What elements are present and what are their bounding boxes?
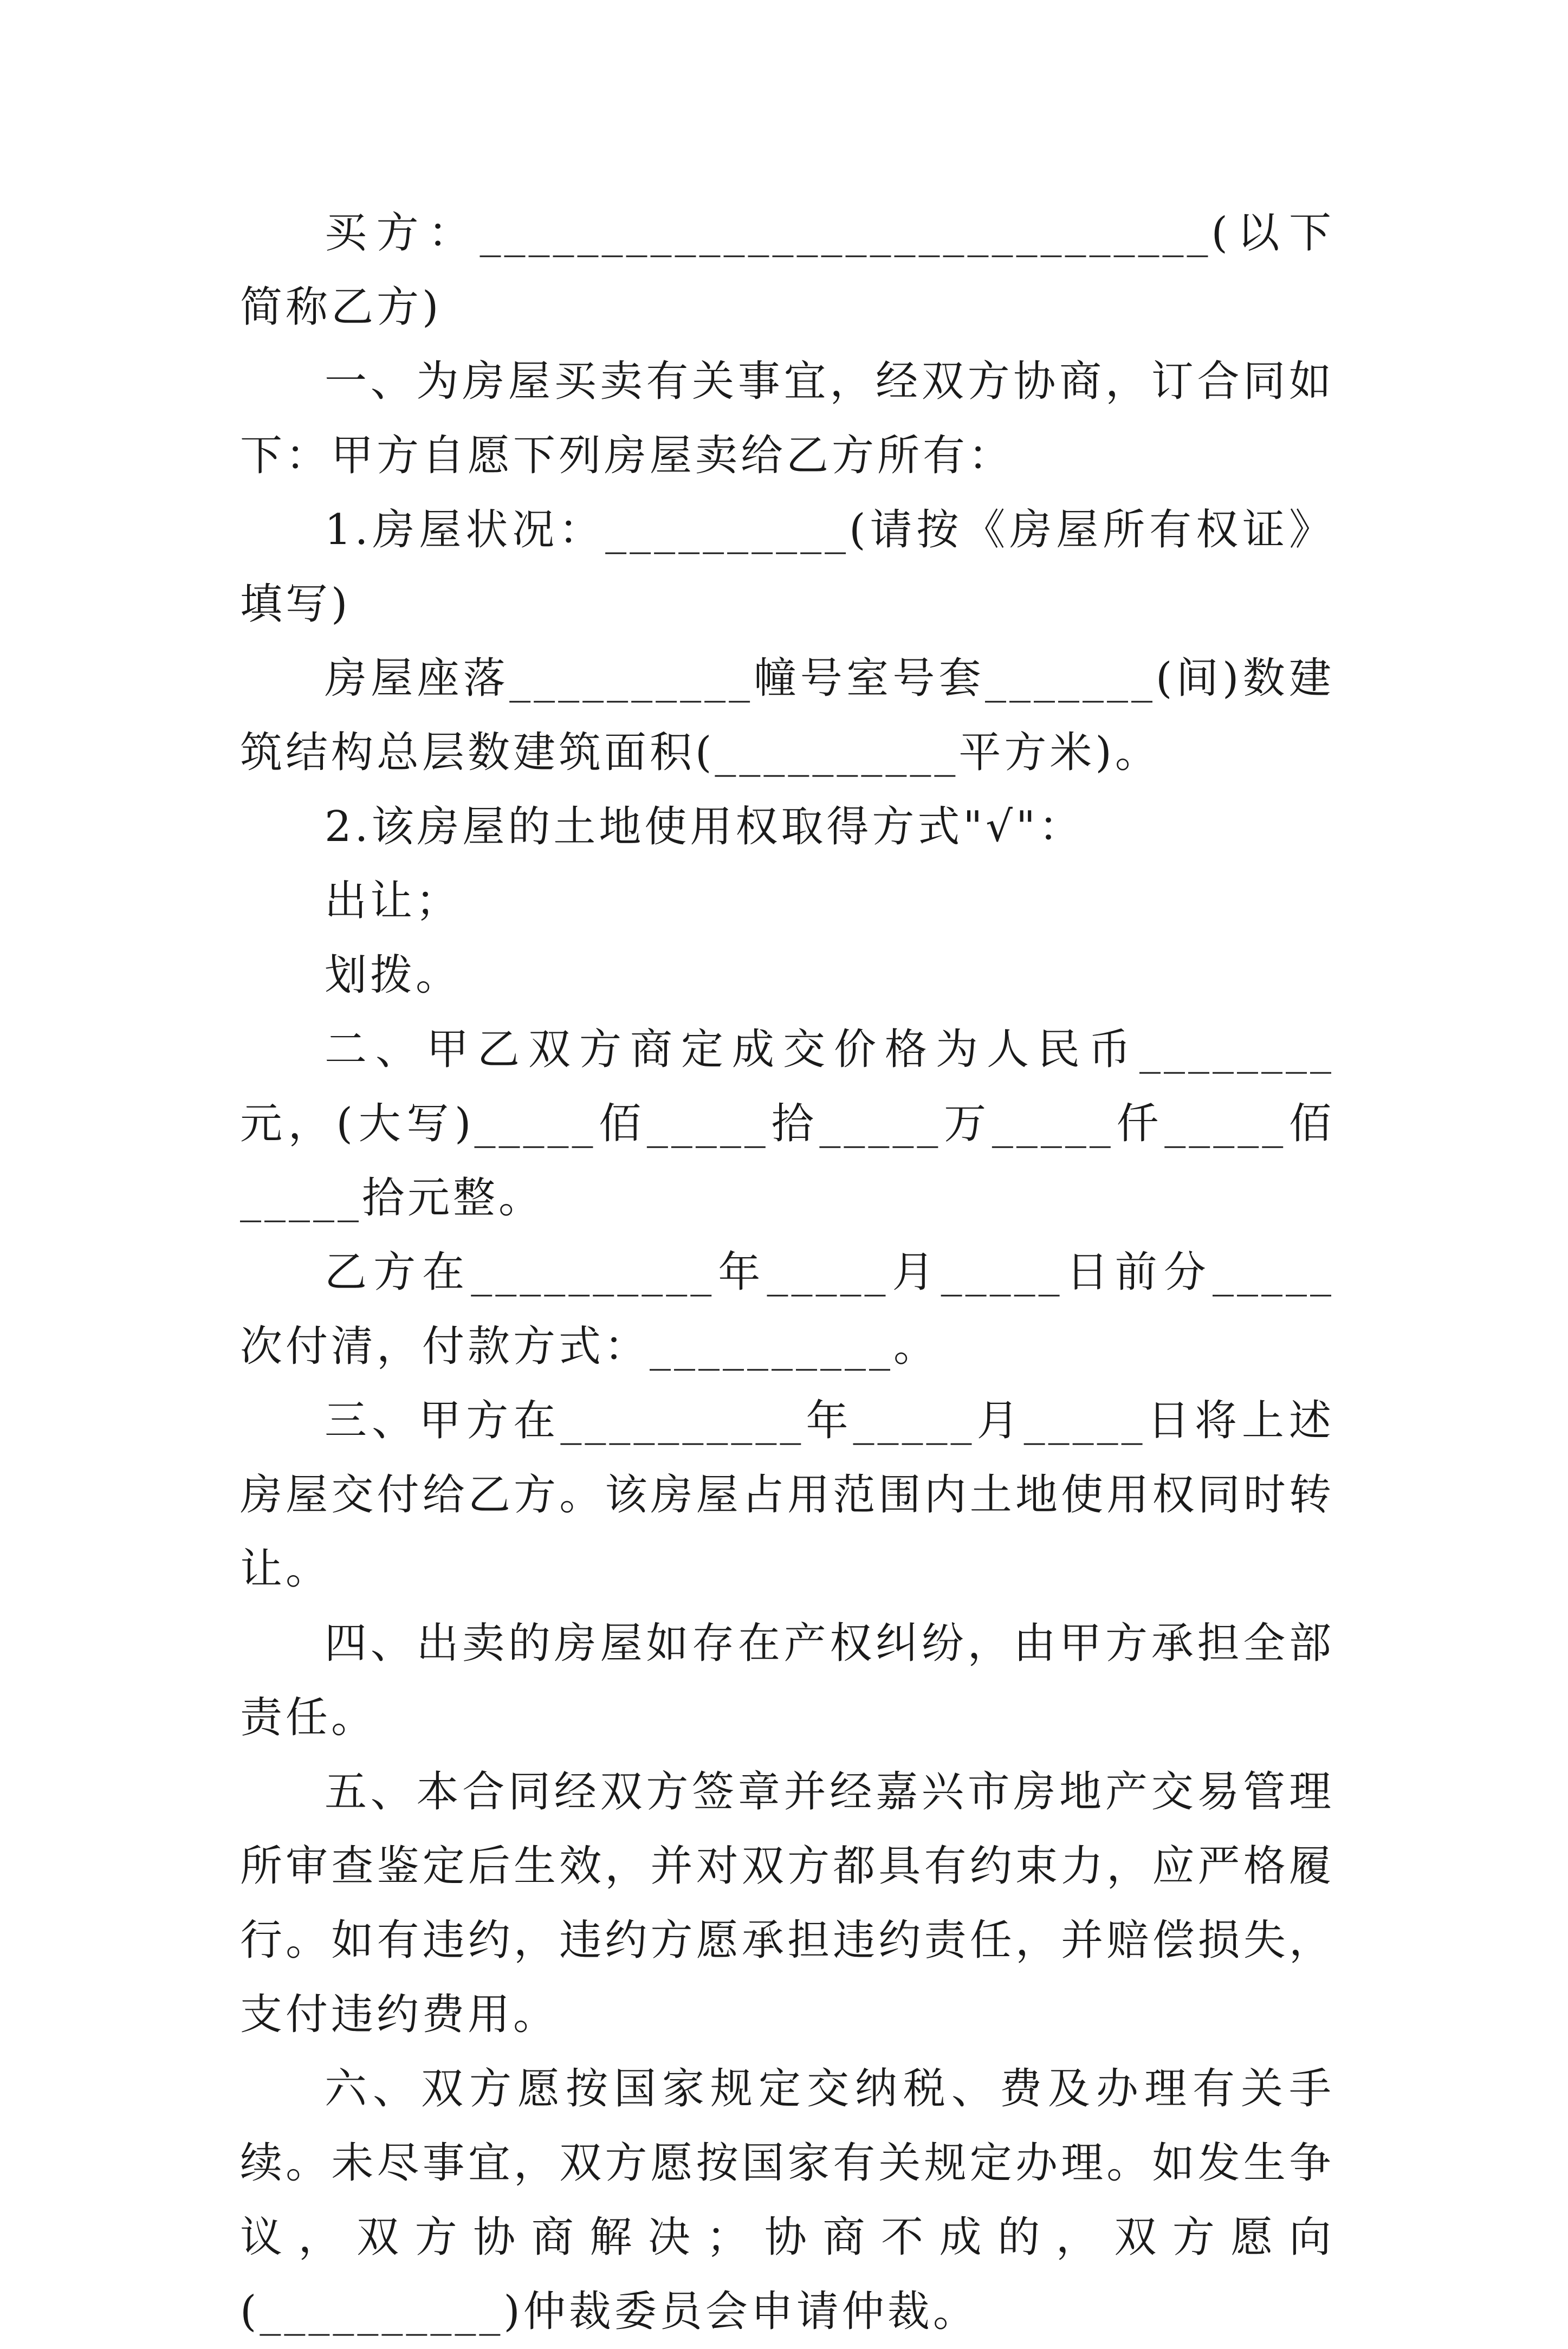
paragraph-house-location: 房屋座落__________幢号室号套_______(间)数建筑结构总层数建筑面积(__________平方米)。 [240, 654, 1334, 777]
paragraph-clause-1-intro: 一、为房屋买卖有关事宜，经双方协商，订合同如下：甲方自愿下列房屋卖给乙方所有： [240, 357, 1334, 480]
paragraph-delivery: 三、甲方在__________年_____月_____日将上述房屋交付给乙方。该房屋占用范围内土地使用权同时转让。 [240, 1396, 1334, 1594]
paragraph-taxes-arbitration: 六、双方愿按国家规定交纳税、费及办理有关手续。未尽事宜，双方愿按国家有关规定办理。如发生争议，双方协商解决；协商不成的，双方愿向(__________)仲裁委员会申请仲裁。 [240, 2065, 1334, 2336]
paragraph-option-transfer: 出让； [325, 877, 462, 926]
paragraph-price: 二、甲乙双方商定成交价格为人民币________元，(大写)_____佰_____拾_____万_____仟_____佰_____拾元整。 [240, 1025, 1334, 1222]
paragraph-option-allocation: 划拨。 [325, 951, 462, 1000]
paragraph-payment: 乙方在__________年_____月_____日前分_____次付清，付款方式：__________。 [240, 1248, 1334, 1371]
paragraph-disputes: 四、出卖的房屋如存在产权纠纷，由甲方承担全部责任。 [240, 1619, 1334, 1742]
paragraph-effectiveness: 五、本合同经双方签章并经嘉兴市房地产交易管理所审查鉴定后生效，并对双方都具有约束力，应严格履行。如有违约，违约方愿承担违约责任，并赔偿损失，支付违约费用。 [240, 1768, 1334, 2039]
paragraph-house-status: 1.房屋状况：__________(请按《房屋所有权证》填写) [240, 506, 1334, 629]
contract-body [240, 196, 1334, 2349]
paragraph-buyer: 买方：______________________________(以下简称乙方) [240, 209, 1334, 332]
paragraph-land-use-right: 2.该房屋的土地使用权取得方式"√"： [325, 803, 1084, 851]
